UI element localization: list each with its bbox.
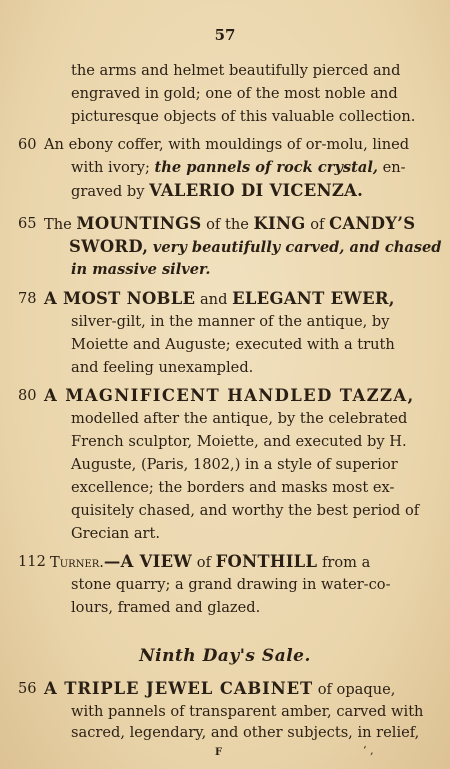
lot-line: sacred, legendary, and other subjects, in relief,	[71, 724, 420, 741]
lot-line: A TRIPLE JEWEL CABINET of opaque,	[44, 679, 396, 698]
lot-number: 112	[18, 553, 46, 570]
lot-number: 56	[18, 680, 37, 697]
lot-line: The MOUNTINGS of the KING of CANDY’S	[44, 214, 416, 233]
lot-line: lours, framed and glazed.	[71, 599, 261, 616]
lot-line: with pannels of transparent amber, carved with	[71, 703, 424, 720]
continuation-line: the arms and helmet beautifully pierced and	[71, 62, 401, 79]
continuation-line: picturesque objects of this valuable collection.	[71, 108, 416, 125]
lot-number: 80	[18, 387, 37, 404]
continuation-line: engraved in gold; one of the most noble and	[71, 85, 398, 102]
lot-line: Auguste, (Paris, 1802,) in a style of superior	[71, 456, 398, 473]
lot-line: quisitely chased, and worthy the best period of	[71, 502, 420, 519]
lot-line: An ebony coffer, with mouldings of or-molu, lined	[44, 136, 410, 153]
marginal-mark: ‘ ‚	[363, 744, 374, 757]
lot-number: 60	[18, 136, 37, 153]
section-heading: Ninth Day's Sale.	[139, 646, 311, 666]
lot-line: SWORD, very beautifully carved, and chased	[69, 237, 442, 256]
lot-line: in massive silver.	[71, 261, 211, 278]
lot-number: 65	[18, 215, 37, 232]
page-number: 57	[214, 26, 236, 44]
lot-line: with ivory; the pannels of rock crystal, en-	[71, 159, 406, 176]
lot-line: and feeling unexampled.	[71, 359, 254, 376]
lot-number: 78	[18, 290, 37, 307]
lot-line: Turner.—A VIEW of FONTHILL from a	[50, 552, 371, 571]
lot-line: French sculptor, Moiette, and executed by H.	[71, 433, 407, 450]
lot-line: A MOST NOBLE and ELEGANT EWER,	[44, 289, 395, 308]
lot-line: A MAGNIFICENT HANDLED TAZZA,	[44, 386, 415, 405]
lot-line: Grecian art.	[71, 525, 161, 542]
lot-line: modelled after the antique, by the celebrated	[71, 410, 408, 427]
lot-line: excellence; the borders and masks most ex-	[71, 479, 395, 496]
lot-line: stone quarry; a grand drawing in water-co-	[71, 576, 391, 593]
lot-line: graved by VALERIO DI VICENZA.	[71, 181, 364, 200]
lot-line: Moiette and Auguste; executed with a truth	[71, 336, 395, 353]
signature-mark: F	[215, 747, 223, 758]
lot-line: silver-gilt, in the manner of the antique, by	[71, 313, 390, 330]
